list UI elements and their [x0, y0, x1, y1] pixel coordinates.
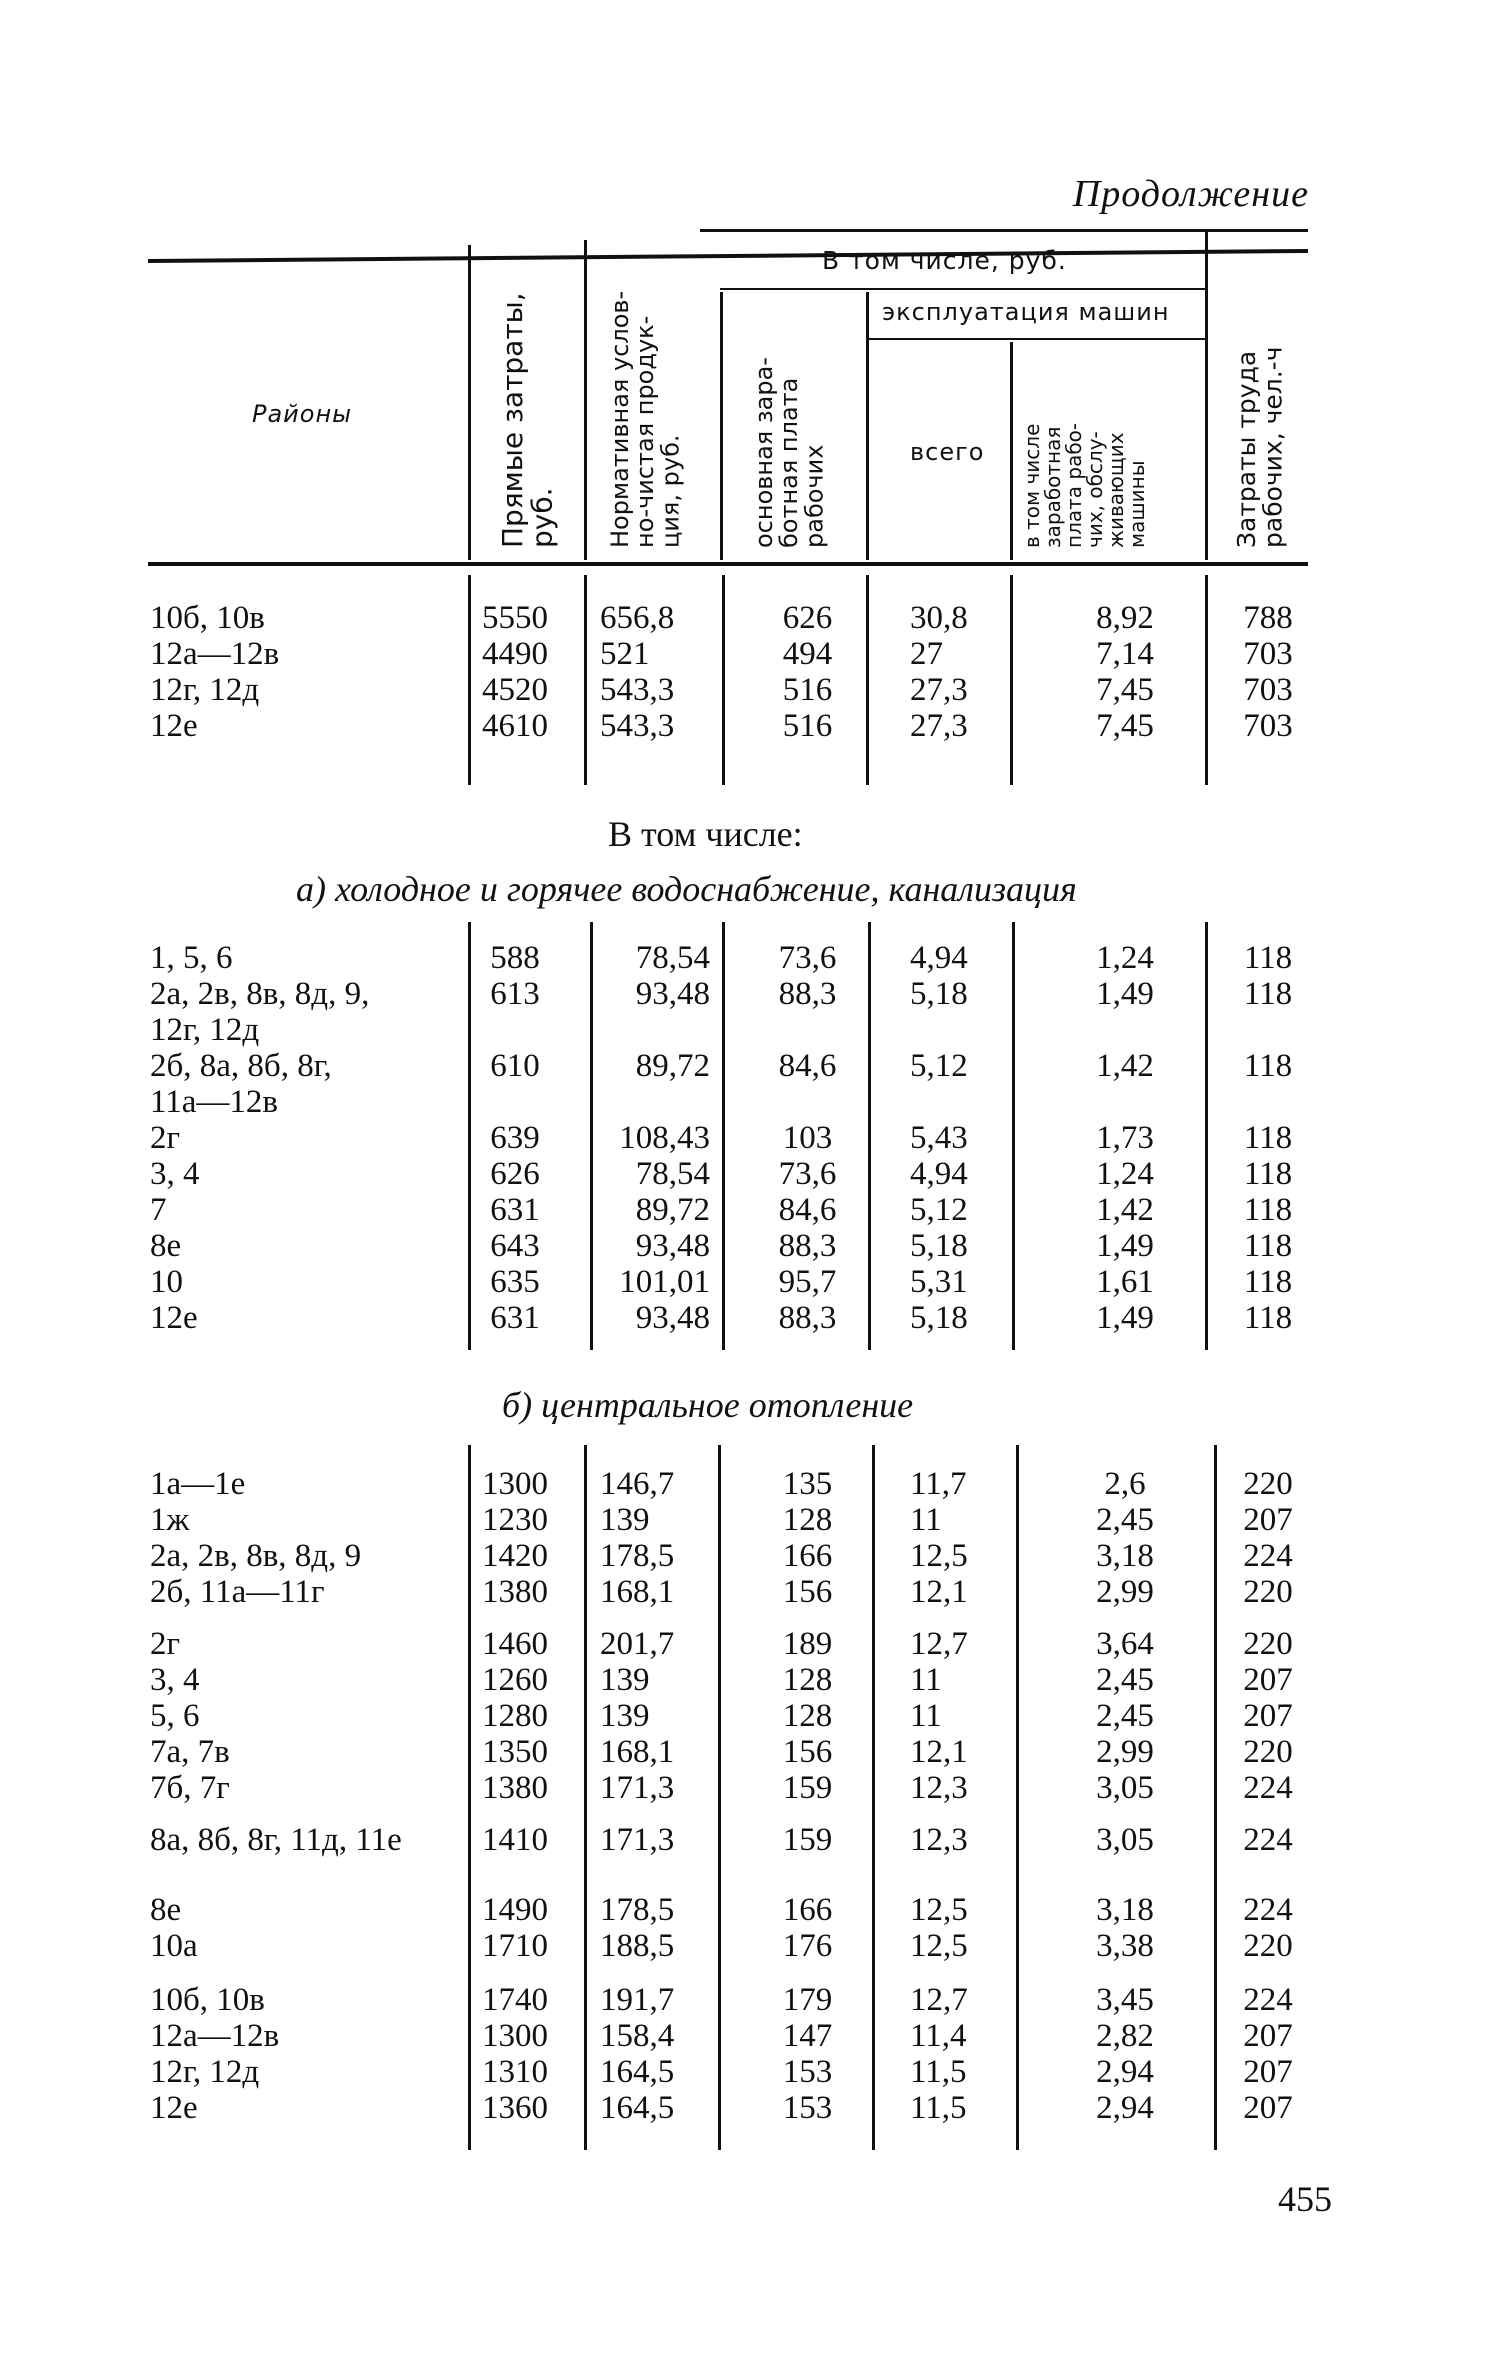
labor-cell: 207	[1243, 2090, 1293, 2126]
table-row	[150, 1662, 1310, 1698]
net-output-cell: 201,7	[600, 1626, 675, 1662]
base-wage-cell: 84,6	[778, 1048, 837, 1084]
machine-wage-cell: 8,92	[1096, 600, 1154, 636]
district-cell: 2а, 2в, 8в, 8д, 9,	[150, 976, 370, 1012]
machine-wage-cell: 2,45	[1096, 1698, 1154, 1734]
direct-cost-cell: 1280	[482, 1698, 548, 1734]
district-cell: 1а—1е	[150, 1466, 246, 1502]
net-output-cell: 188,5	[600, 1928, 675, 1964]
machine-total-cell: 12,3	[910, 1822, 968, 1858]
labor-cell: 118	[1243, 1228, 1293, 1264]
table-row	[150, 636, 1310, 672]
section-b-title: б) центральное отопление	[502, 1385, 914, 1425]
machine-total-cell: 11,5	[910, 2090, 967, 2126]
net-output-cell: 146,7	[600, 1466, 675, 1502]
table-row	[150, 1822, 1310, 1858]
district-cell: 12г, 12д	[150, 2054, 260, 2090]
page-number: 455	[1278, 2179, 1332, 2219]
header-base-wage: основная зара- ботная плата рабочих	[750, 357, 829, 548]
direct-cost-cell: 1420	[482, 1538, 548, 1574]
base-wage-cell: 159	[782, 1822, 833, 1858]
machine-wage-cell: 7,45	[1096, 672, 1154, 708]
machine-wage-cell: 3,45	[1096, 1982, 1154, 2018]
machine-total-cell: 5,31	[910, 1264, 968, 1300]
district-cell: 10а	[150, 1928, 198, 1964]
table-row	[150, 1734, 1310, 1770]
district-cell: 12е	[150, 708, 198, 744]
labor-cell: 118	[1243, 1156, 1293, 1192]
labor-cell: 207	[1243, 1698, 1293, 1734]
machine-total-cell: 5,12	[910, 1192, 968, 1228]
header-top-rule	[148, 249, 1308, 263]
table-row	[150, 672, 1310, 708]
labor-cell: 118	[1243, 1264, 1293, 1300]
table-row	[150, 940, 1310, 976]
district-cell: 10б, 10в	[150, 600, 265, 636]
table-row	[150, 1502, 1310, 1538]
direct-cost-cell: 643	[490, 1228, 540, 1264]
machine-total-cell: 12,7	[910, 1982, 968, 2018]
district-cell: 7а, 7в	[150, 1734, 230, 1770]
base-wage-cell: 88,3	[778, 1300, 837, 1336]
net-output-cell: 168,1	[600, 1734, 675, 1770]
direct-cost-cell: 631	[490, 1192, 540, 1228]
base-wage-cell: 494	[782, 636, 833, 672]
net-output-cell: 93,48	[635, 1228, 710, 1264]
machine-wage-cell: 1,73	[1096, 1120, 1154, 1156]
net-output-cell: 139	[600, 1502, 650, 1538]
base-wage-cell: 128	[782, 1662, 833, 1698]
district-cell: 11а—12в	[150, 1084, 279, 1120]
direct-cost-cell: 1300	[482, 1466, 548, 1502]
table-row	[150, 1770, 1310, 1806]
machine-wage-cell: 2,82	[1096, 2018, 1154, 2054]
net-output-cell: 78,54	[635, 1156, 710, 1192]
base-wage-cell: 84,6	[778, 1192, 837, 1228]
table-row	[150, 2018, 1310, 2054]
labor-cell: 118	[1243, 976, 1293, 1012]
machine-total-cell: 4,94	[910, 1156, 968, 1192]
machine-wage-cell: 1,24	[1096, 940, 1154, 976]
labor-cell: 224	[1243, 1822, 1293, 1858]
machine-wage-cell: 7,45	[1096, 708, 1154, 744]
direct-cost-cell: 1310	[482, 2054, 548, 2090]
machine-total-cell: 27,3	[910, 672, 968, 708]
machine-total-cell: 30,8	[910, 600, 968, 636]
machine-total-cell: 5,18	[910, 1300, 968, 1336]
machine-total-cell: 4,94	[910, 940, 968, 976]
table-row	[150, 1156, 1310, 1192]
machine-wage-cell: 1,61	[1096, 1264, 1154, 1300]
labor-cell: 118	[1243, 1192, 1293, 1228]
net-output-cell: 178,5	[600, 1538, 675, 1574]
machine-wage-cell: 3,18	[1096, 1538, 1154, 1574]
labor-cell: 118	[1243, 1048, 1293, 1084]
district-cell: 12а—12в	[150, 2018, 280, 2054]
base-wage-cell: 73,6	[778, 1156, 837, 1192]
direct-cost-cell: 1740	[482, 1982, 548, 2018]
direct-cost-cell: 1710	[482, 1928, 548, 1964]
table-row	[150, 1626, 1310, 1662]
machine-total-cell: 5,12	[910, 1048, 968, 1084]
machine-total-cell: 11,5	[910, 2054, 967, 2090]
district-cell: 2б, 11а—11г	[150, 1574, 325, 1610]
net-output-cell: 89,72	[635, 1048, 710, 1084]
labor-cell: 118	[1243, 1300, 1293, 1336]
table-row	[150, 1084, 1310, 1120]
machines-subrule	[866, 338, 1205, 340]
base-wage-cell: 103	[782, 1120, 833, 1156]
district-cell: 2а, 2в, 8в, 8д, 9	[150, 1538, 362, 1574]
direct-cost-cell: 639	[490, 1120, 540, 1156]
net-output-cell: 171,3	[600, 1822, 675, 1858]
net-output-cell: 164,5	[600, 2054, 675, 2090]
net-output-cell: 543,3	[600, 708, 675, 744]
direct-cost-cell: 1490	[482, 1892, 548, 1928]
machine-wage-cell: 2,99	[1096, 1734, 1154, 1770]
direct-cost-cell: 1460	[482, 1626, 548, 1662]
base-wage-cell: 156	[782, 1734, 833, 1770]
direct-cost-cell: 4490	[482, 636, 548, 672]
machine-total-cell: 5,18	[910, 976, 968, 1012]
labor-cell: 703	[1243, 636, 1293, 672]
labor-cell: 703	[1243, 672, 1293, 708]
net-output-cell: 168,1	[600, 1574, 675, 1610]
district-cell: 10	[150, 1264, 183, 1300]
machine-total-cell: 12,5	[910, 1892, 968, 1928]
direct-cost-cell: 4520	[482, 672, 548, 708]
net-output-cell: 93,48	[635, 1300, 710, 1336]
continued-label: Продолжение	[1072, 173, 1309, 215]
table-row	[150, 1574, 1310, 1610]
district-cell: 8е	[150, 1892, 182, 1928]
base-wage-cell: 135	[782, 1466, 833, 1502]
machine-total-cell: 5,43	[910, 1120, 968, 1156]
header-divider	[468, 245, 471, 560]
labor-cell: 220	[1243, 1466, 1293, 1502]
net-output-cell: 101,01	[619, 1264, 710, 1300]
machine-total-cell: 11	[910, 1698, 942, 1734]
labor-cell: 207	[1243, 1502, 1293, 1538]
labor-cell: 220	[1243, 1626, 1293, 1662]
machine-total-cell: 12,3	[910, 1770, 968, 1806]
machine-wage-cell: 3,05	[1096, 1822, 1154, 1858]
district-cell: 12г, 12д	[150, 1012, 260, 1048]
base-wage-cell: 626	[782, 600, 833, 636]
direct-cost-cell: 1230	[482, 1502, 548, 1538]
direct-cost-cell: 4610	[482, 708, 548, 744]
table-row	[150, 2090, 1310, 2126]
labor-cell: 220	[1243, 1734, 1293, 1770]
net-output-cell: 521	[600, 636, 650, 672]
net-output-cell: 656,8	[600, 600, 675, 636]
table-row	[150, 1982, 1310, 2018]
direct-cost-cell: 610	[490, 1048, 540, 1084]
header-divider	[866, 292, 869, 560]
direct-cost-cell: 1360	[482, 2090, 548, 2126]
labor-cell: 118	[1243, 940, 1293, 976]
header-divider	[720, 292, 723, 560]
machine-wage-cell: 3,38	[1096, 1928, 1154, 1964]
labor-cell: 207	[1243, 1662, 1293, 1698]
machine-total-cell: 27,3	[910, 708, 968, 744]
table-row	[150, 1892, 1310, 1928]
labor-cell: 207	[1243, 2018, 1293, 2054]
base-wage-cell: 88,3	[778, 1228, 837, 1264]
net-output-cell: 543,3	[600, 672, 675, 708]
net-output-cell: 191,7	[600, 1982, 675, 2018]
table-row	[150, 1120, 1310, 1156]
machine-wage-cell: 2,45	[1096, 1662, 1154, 1698]
table-row	[150, 708, 1310, 744]
district-cell: 10б, 10в	[150, 1982, 265, 2018]
machine-wage-cell: 3,18	[1096, 1892, 1154, 1928]
direct-cost-cell: 1260	[482, 1662, 548, 1698]
base-wage-cell: 159	[782, 1770, 833, 1806]
direct-cost-cell: 588	[490, 940, 540, 976]
base-wage-cell: 147	[782, 2018, 833, 2054]
net-output-cell: 139	[600, 1698, 650, 1734]
district-cell: 5, 6	[150, 1698, 200, 1734]
direct-cost-cell: 635	[490, 1264, 540, 1300]
machine-total-cell: 11,4	[910, 2018, 967, 2054]
machine-wage-cell: 1,42	[1096, 1192, 1154, 1228]
net-output-cell: 89,72	[635, 1192, 710, 1228]
base-wage-cell: 73,6	[778, 940, 837, 976]
labor-cell: 703	[1243, 708, 1293, 744]
direct-cost-cell: 1350	[482, 1734, 548, 1770]
table-row	[150, 1048, 1310, 1084]
labor-cell: 220	[1243, 1928, 1293, 1964]
net-output-cell: 171,3	[600, 1770, 675, 1806]
header-including-group: В том числе, руб.	[822, 246, 1067, 275]
machine-wage-cell: 2,94	[1096, 2054, 1154, 2090]
base-wage-cell: 153	[782, 2054, 833, 2090]
direct-cost-cell: 5550	[482, 600, 548, 636]
header-top-rule-right	[700, 229, 1308, 232]
including-subrule	[720, 288, 1205, 290]
header-divider	[1205, 232, 1208, 560]
machine-wage-cell: 7,14	[1096, 636, 1154, 672]
district-cell: 3, 4	[150, 1662, 200, 1698]
including-label: В том числе:	[608, 814, 803, 854]
labor-cell: 788	[1243, 600, 1293, 636]
machine-total-cell: 12,1	[910, 1574, 968, 1610]
district-cell: 3, 4	[150, 1156, 200, 1192]
machine-wage-cell: 2,45	[1096, 1502, 1154, 1538]
base-wage-cell: 128	[782, 1698, 833, 1734]
machine-wage-cell: 1,49	[1096, 976, 1154, 1012]
machine-wage-cell: 1,24	[1096, 1156, 1154, 1192]
labor-cell: 224	[1243, 1770, 1293, 1806]
machine-total-cell: 27	[910, 636, 943, 672]
table-row	[150, 600, 1310, 636]
base-wage-cell: 166	[782, 1538, 833, 1574]
base-wage-cell: 95,7	[778, 1264, 837, 1300]
labor-cell: 220	[1243, 1574, 1293, 1610]
machine-wage-cell: 2,6	[1104, 1466, 1146, 1502]
direct-cost-cell: 613	[490, 976, 540, 1012]
table-row	[150, 1228, 1310, 1264]
table-row	[150, 1300, 1310, 1336]
base-wage-cell: 156	[782, 1574, 833, 1610]
section-a-title: а) холодное и горячее водоснабжение, канализация	[296, 869, 1077, 909]
machine-wage-cell: 3,64	[1096, 1626, 1154, 1662]
table-row	[150, 1538, 1310, 1574]
net-output-cell: 139	[600, 1662, 650, 1698]
net-output-cell: 93,48	[635, 976, 710, 1012]
header-divider	[1010, 342, 1013, 560]
header-direct-costs: Прямые затраты, руб.	[496, 292, 559, 548]
header-labor: Затраты труда рабочих, чел.-ч	[1232, 346, 1288, 548]
district-cell: 1ж	[150, 1502, 190, 1538]
machine-total-cell: 12,5	[910, 1928, 968, 1964]
base-wage-cell: 176	[782, 1928, 833, 1964]
direct-cost-cell: 1410	[482, 1822, 548, 1858]
base-wage-cell: 516	[782, 708, 833, 744]
direct-cost-cell: 1300	[482, 2018, 548, 2054]
machine-total-cell: 11,7	[910, 1466, 967, 1502]
labor-cell: 224	[1243, 1892, 1293, 1928]
header-divider	[584, 240, 587, 560]
machine-total-cell: 12,1	[910, 1734, 968, 1770]
base-wage-cell: 128	[782, 1502, 833, 1538]
labor-cell: 224	[1243, 1538, 1293, 1574]
machine-wage-cell: 2,99	[1096, 1574, 1154, 1610]
district-cell: 2г	[150, 1626, 181, 1662]
district-cell: 2б, 8а, 8б, 8г,	[150, 1048, 332, 1084]
machine-total-cell: 11	[910, 1662, 942, 1698]
direct-cost-cell: 1380	[482, 1770, 548, 1806]
district-cell: 1, 5, 6	[150, 940, 233, 976]
labor-cell: 207	[1243, 2054, 1293, 2090]
machine-wage-cell: 3,05	[1096, 1770, 1154, 1806]
labor-cell: 224	[1243, 1982, 1293, 2018]
direct-cost-cell: 1380	[482, 1574, 548, 1610]
district-cell: 12а—12в	[150, 636, 280, 672]
base-wage-cell: 153	[782, 2090, 833, 2126]
direct-cost-cell: 626	[490, 1156, 540, 1192]
header-machine-group: эксплуатация машин	[882, 298, 1170, 326]
labor-cell: 118	[1243, 1120, 1293, 1156]
table-row	[150, 1192, 1310, 1228]
table-row	[150, 1466, 1310, 1502]
base-wage-cell: 189	[782, 1626, 833, 1662]
district-cell: 12е	[150, 1300, 198, 1336]
machine-total-cell: 12,5	[910, 1538, 968, 1574]
direct-cost-cell: 631	[490, 1300, 540, 1336]
district-cell: 2г	[150, 1120, 181, 1156]
table-row	[150, 2054, 1310, 2090]
header-districts: Районы	[252, 400, 353, 428]
machine-wage-cell: 1,42	[1096, 1048, 1154, 1084]
district-cell: 7б, 7г	[150, 1770, 230, 1806]
header-bottom-rule	[148, 562, 1308, 566]
header-net-output: Нормативная услов- но-чистая продук- ция, руб.	[606, 290, 685, 548]
table-row	[150, 1012, 1310, 1048]
machine-total-cell: 12,7	[910, 1626, 968, 1662]
net-output-cell: 158,4	[600, 2018, 675, 2054]
header-total: всего	[910, 438, 985, 466]
district-cell: 7	[150, 1192, 167, 1228]
base-wage-cell: 88,3	[778, 976, 837, 1012]
net-output-cell: 108,43	[619, 1120, 710, 1156]
table-row	[150, 1698, 1310, 1734]
net-output-cell: 78,54	[635, 940, 710, 976]
machine-wage-cell: 1,49	[1096, 1300, 1154, 1336]
table-row	[150, 1264, 1310, 1300]
table-row	[150, 976, 1310, 1012]
machine-wage-cell: 1,49	[1096, 1228, 1154, 1264]
base-wage-cell: 179	[782, 1982, 833, 2018]
district-cell: 12е	[150, 2090, 198, 2126]
district-cell: 8е	[150, 1228, 182, 1264]
district-cell: 12г, 12д	[150, 672, 260, 708]
machine-wage-cell: 2,94	[1096, 2090, 1154, 2126]
base-wage-cell: 166	[782, 1892, 833, 1928]
machine-total-cell: 11	[910, 1502, 942, 1538]
net-output-cell: 164,5	[600, 2090, 675, 2126]
base-wage-cell: 516	[782, 672, 833, 708]
header-machine-wage: в том числе заработная плата рабо- чих, обслу- живающих машины	[1020, 422, 1149, 548]
district-cell: 8а, 8б, 8г, 11д, 11е	[150, 1822, 402, 1858]
machine-total-cell: 5,18	[910, 1228, 968, 1264]
net-output-cell: 178,5	[600, 1892, 675, 1928]
table-row	[150, 1928, 1310, 1964]
